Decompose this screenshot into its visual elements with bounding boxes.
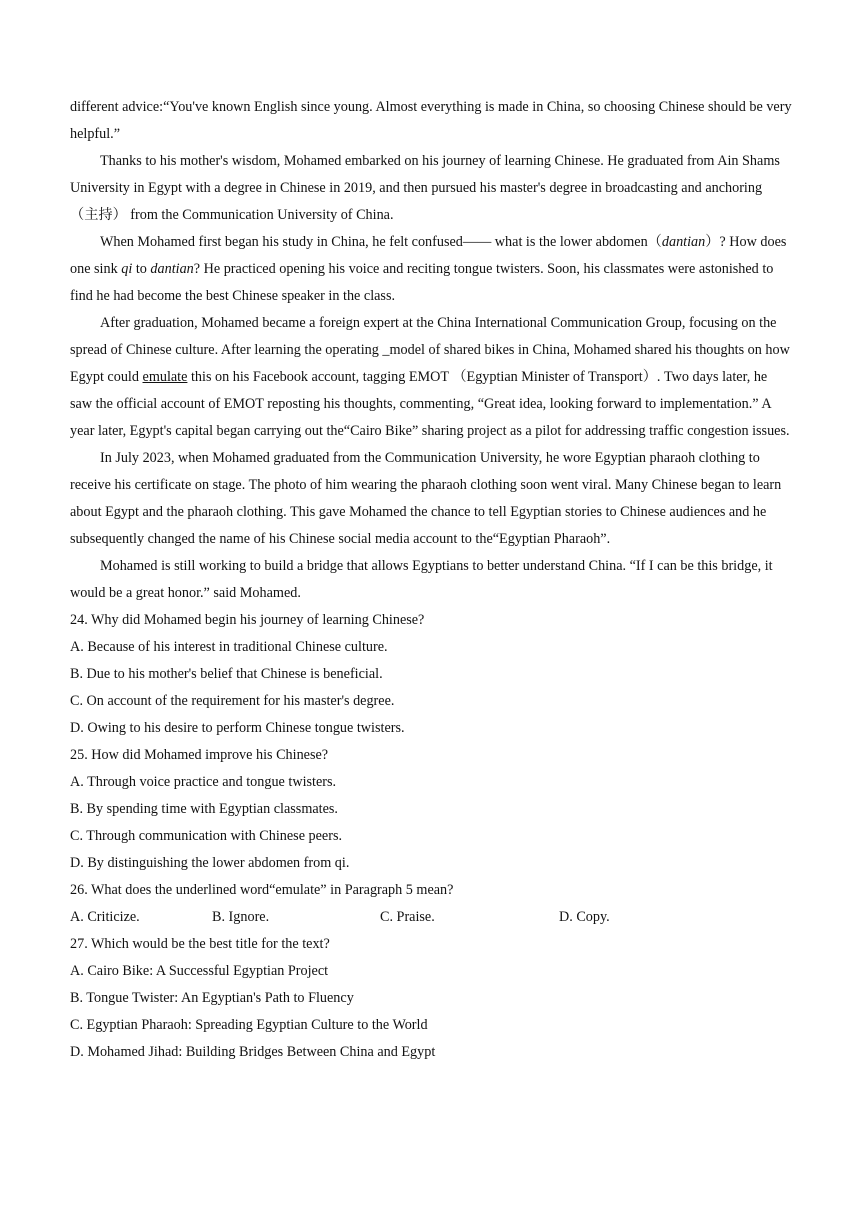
question-27-stem: 27. Which would be the best title for the text? <box>70 936 330 952</box>
question-27-option-a: A. Cairo Bike: A Successful Egyptian Project <box>70 963 329 979</box>
p3-text-g: ? He practiced opening his voice and reciting tongue twisters. Soon, his classmates were astonished to find he had become the best Chinese speaker in the class. <box>70 261 774 304</box>
question-25-option-b: B. By spending time with Egyptian classmates. <box>70 801 338 817</box>
question-25-option-d: D. By distinguishing the lower abdomen from qi. <box>70 855 350 871</box>
p4-text-c: this on his Facebook account, tagging EMOT （Egyptian Minister of Transport）. Two days later, he saw the official account of EMOT reposting his thoughts, commenting, “Great idea, looking forward to implementation.” A year later, Egypt's capital began carrying out the“Cairo Bike” sharing project as a pilot for addressing traffic congestion issues. <box>70 369 790 439</box>
question-25-option-a: A. Through voice practice and tongue twisters. <box>70 774 337 790</box>
question-24-option-d: D. Owing to his desire to perform Chinese tongue twisters. <box>70 720 405 736</box>
passage-paragraph-6: Mohamed is still working to build a bridge that allows Egyptians to better understand China. “If I can be this bridge, it would be a great honor.” said Mohamed. <box>70 558 773 601</box>
question-25-stem: 25. How did Mohamed improve his Chinese? <box>70 747 329 763</box>
question-26-option-d: D. Copy. <box>559 909 610 925</box>
question-26-option-b: B. Ignore. <box>212 909 270 925</box>
p3-term-qi: qi <box>121 261 133 277</box>
question-26-options-row <box>70 904 792 931</box>
question-26-option-c: C. Praise. <box>380 909 435 925</box>
question-27-option-d: D. Mohamed Jihad: Building Bridges Between China and Egypt <box>70 1044 436 1060</box>
question-26-option-a: A. Criticize. <box>70 909 140 925</box>
passage-paragraph-2: Thanks to his mother's wisdom, Mohamed embarked on his journey of learning Chinese. He graduated from Ain Shams University in Egypt with a degree in Chinese in 2019, and then pursued his master's degree in broadcasting and anchoring （主持） from the Communication University of China. <box>70 153 780 223</box>
question-27 <box>70 931 792 1066</box>
passage-paragraph-3 <box>70 229 792 310</box>
question-24-option-a: A. Because of his interest in traditional Chinese culture. <box>70 639 388 655</box>
question-24-option-c: C. On account of the requirement for his master's degree. <box>70 693 395 709</box>
p3-text-c: ）? How does one sink <box>70 234 787 277</box>
question-26-stem: 26. What does the underlined word“emulate” in Paragraph 5 mean? <box>70 882 454 898</box>
question-24-stem: 24. Why did Mohamed begin his journey of learning Chinese? <box>70 612 425 628</box>
p3-text-e: to <box>132 261 151 277</box>
p3-text-a: When Mohamed first began his study in China, he felt confused—— what is the lower abdomen（ <box>100 234 662 250</box>
passage-paragraph-1: different advice:“You've known English since young. Almost everything is made in China, so choosing Chinese should be very helpful.” <box>70 99 792 142</box>
question-27-option-b: B. Tongue Twister: An Egyptian's Path to Fluency <box>70 990 354 1006</box>
document-content <box>70 94 792 1066</box>
question-27-option-c: C. Egyptian Pharaoh: Spreading Egyptian Culture to the World <box>70 1017 428 1033</box>
question-25 <box>70 742 792 877</box>
question-26 <box>70 877 792 931</box>
p3-term-dantian: dantian <box>661 234 706 250</box>
p4-text-a: After graduation, Mohamed became a foreign expert at the China International Communication Group, focusing on the spread of Chinese culture. After learning the operating _model of shared bikes in China, Mohamed shared his thoughts on how Egypt could <box>70 315 790 385</box>
question-24-option-b: B. Due to his mother's belief that Chinese is beneficial. <box>70 666 383 682</box>
passage-paragraph-5: In July 2023, when Mohamed graduated from the Communication University, he wore Egyptian pharaoh clothing to receive his certificate on stage. The photo of him wearing the pharaoh clothing soon went viral. Many Chinese began to learn about Egypt and the pharaoh clothing. This gave Mohamed the chance to tell Egyptian stories to Chinese audiences and he subsequently changed the name of his Chinese social media account to the“Egyptian Pharaoh”. <box>70 450 782 547</box>
p3-term-dantian-2: dantian <box>150 261 194 277</box>
question-24 <box>70 607 792 742</box>
question-25-option-c: C. Through communication with Chinese peers. <box>70 828 343 844</box>
underlined-word-emulate: emulate <box>142 369 188 385</box>
passage-paragraph-4 <box>70 310 792 445</box>
